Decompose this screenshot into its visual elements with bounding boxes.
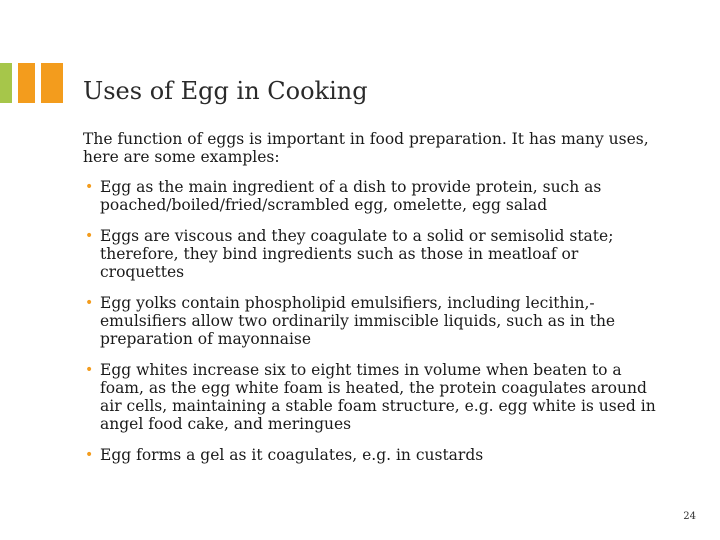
intro-paragraph: The function of eggs is important in food preparation. It has many uses, here are some examples: xyxy=(83,130,649,166)
bullet-text: Egg yolks contain phospholipid emulsifiers, including lecithin,- emulsifiers allow two ordinarily immiscible liquids, such as in the preparation of mayonnaise xyxy=(100,294,616,348)
bullet-dot-icon: • xyxy=(85,362,94,378)
bullet-list xyxy=(83,178,663,464)
accent-bar-green xyxy=(0,63,12,103)
bullet-text: Egg as the main ingredient of a dish to provide protein, such as poached/boiled/fried/scrambled egg, omelette, egg salad xyxy=(100,178,602,214)
page-number: 24 xyxy=(683,511,696,522)
bullet-dot-icon: • xyxy=(85,179,94,195)
slide-content xyxy=(83,130,663,477)
bullet-item xyxy=(83,178,663,214)
bullet-item xyxy=(83,227,663,281)
bullet-text: Eggs are viscous and they coagulate to a solid or semisolid state; therefore, they bind ingredients such as those in meatloaf or croquettes xyxy=(100,227,614,281)
bullet-text: Egg forms a gel as it coagulates, e.g. in custards xyxy=(100,446,484,464)
bullet-item xyxy=(83,294,663,348)
accent-bars xyxy=(0,63,64,103)
bullet-item xyxy=(83,446,663,464)
slide-title: Uses of Egg in Cooking xyxy=(83,77,368,105)
bullet-dot-icon: • xyxy=(85,295,94,311)
bullet-dot-icon: • xyxy=(85,228,94,244)
bullet-item xyxy=(83,361,663,433)
bullet-text: Egg whites increase six to eight times in volume when beaten to a foam, as the egg white foam is heated, the protein coagulates around air cells, maintaining a stable foam structure, e.g. egg white is used in angel food cake, and meringues xyxy=(100,361,656,433)
accent-bar-orange-small xyxy=(18,63,35,103)
bullet-dot-icon: • xyxy=(85,447,94,463)
accent-bar-orange-large xyxy=(41,63,63,103)
